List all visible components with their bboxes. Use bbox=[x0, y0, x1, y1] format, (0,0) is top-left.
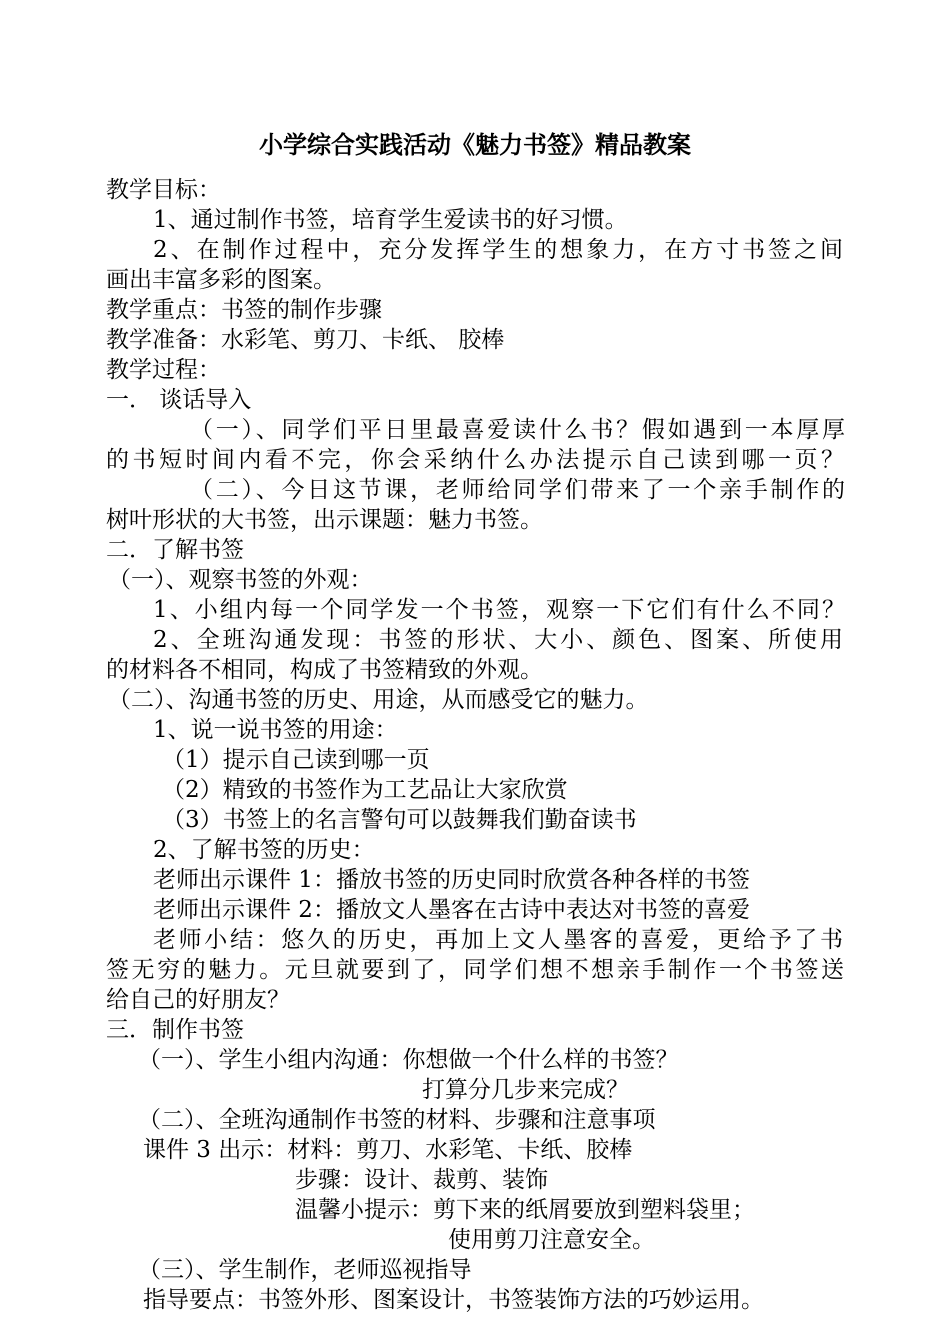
text-line: 1、说一说书签的用途： bbox=[153, 717, 398, 743]
text-line: 温馨小提示：剪下来的纸屑要放到塑料袋里； bbox=[295, 1197, 755, 1223]
text-line: 1、通过制作书签，培育学生爱读书的好习惯。 bbox=[153, 207, 628, 233]
text-line: 三．制作书签 bbox=[106, 1017, 244, 1043]
text-line: 2、了解书签的历史： bbox=[153, 837, 375, 863]
text-line: 老师出示课件 2：播放文人墨客在古诗中表达对书签的喜爱 bbox=[153, 897, 750, 923]
text-line: （三）、学生制作，老师巡视指导 bbox=[138, 1257, 472, 1283]
text-line: （一）、观察书签的外观： bbox=[108, 567, 373, 593]
text-line: （2）精致的书签作为工艺品让大家欣赏 bbox=[162, 777, 568, 803]
text-line: （1）提示自己读到哪一页 bbox=[162, 747, 430, 773]
text-line: 的材料各不相同，构成了书签精致的外观。 bbox=[106, 657, 543, 683]
text-line: 二．了解书签 bbox=[106, 537, 244, 563]
text-line: （3）书签上的名言警句可以鼓舞我们勤奋读书 bbox=[162, 807, 637, 833]
text-line: （二）、全班沟通制作书签的材料、步骤和注意事项 bbox=[138, 1107, 656, 1133]
text-line: 使用剪刀注意安全。 bbox=[448, 1227, 655, 1253]
text-line: 指导要点：书签外形、图案设计，书签装饰方法的巧妙运用。 bbox=[143, 1287, 764, 1313]
text-line: （二）、沟通书签的历史、用途，从而感受它的魅力。 bbox=[108, 687, 649, 713]
text-line: 打算分几步来完成？ bbox=[422, 1077, 629, 1103]
text-line: （一）、同学们平日里最喜爱读什么书？假如遇到一本厚厚 bbox=[190, 417, 845, 443]
text-line: 给自己的好朋友？ bbox=[106, 987, 290, 1013]
text-line: 树叶形状的大书签，出示课题：魅力书签。 bbox=[106, 507, 543, 533]
text-line: 的书短时间内看不完，你会采纳什么办法提示自己读到哪一页？ bbox=[106, 447, 844, 473]
text-line: 老师小结：悠久的历史，再加上文人墨客的喜爱，更给予了书 bbox=[153, 927, 843, 953]
text-line: 教学重点：书签的制作步骤 bbox=[106, 297, 382, 323]
text-line: 老师出示课件 1：播放书签的历史同时欣赏各种各样的书签 bbox=[153, 867, 750, 893]
text-line: 签无穷的魅力。元旦就要到了，同学们想不想亲手制作一个书签送 bbox=[106, 957, 844, 983]
text-line: 2、在制作过程中，充分发挥学生的想象力，在方寸书签之间 bbox=[153, 237, 843, 263]
text-line: 一． 谈话导入 bbox=[106, 387, 252, 413]
document-title: 小学综合实践活动《魅力书签》精品教案 bbox=[259, 130, 691, 159]
text-line: 课件 3 出示：材料：剪刀、水彩笔、卡纸、胶棒 bbox=[143, 1137, 633, 1163]
text-line: （一）、学生小组内沟通：你想做一个什么样的书签？ bbox=[138, 1047, 679, 1073]
text-line: 教学目标： bbox=[106, 177, 221, 203]
text-line: 教学准备：水彩笔、剪刀、卡纸、 胶棒 bbox=[106, 327, 505, 353]
text-line: 1、小组内每一个同学发一个书签，观察一下它们有什么不同？ bbox=[153, 597, 845, 623]
text-line: 画出丰富多彩的图案。 bbox=[106, 267, 336, 293]
text-line: （二）、今日这节课，老师给同学们带来了一个亲手制作的 bbox=[190, 477, 845, 503]
text-line: 步骤：设计、裁剪、装饰 bbox=[295, 1167, 548, 1193]
text-line: 2、全班沟通发现：书签的形状、大小、颜色、图案、所使用 bbox=[153, 627, 843, 653]
text-line: 教学过程： bbox=[106, 357, 221, 383]
